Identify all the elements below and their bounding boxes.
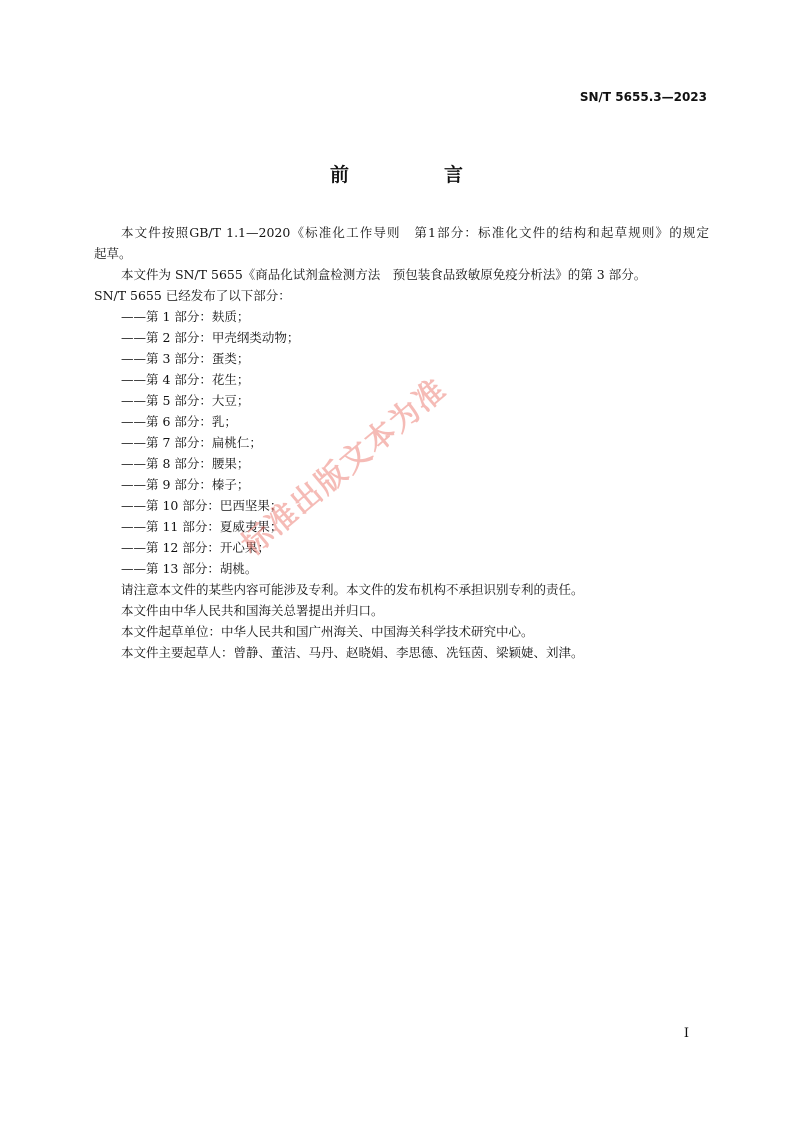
patent-notice: 请注意本文件的某些内容可能涉及专利。本文件的发布机构不承担识别专利的责任。 [121, 582, 584, 597]
standard-code: SN/T 5655.3—2023 [579, 90, 707, 104]
list-item: ——第 1 部分：麸质； [121, 309, 250, 324]
page-number: I [683, 1026, 689, 1041]
list-item: ——第 12 部分：开心果； [121, 540, 270, 555]
list-item: ——第 10 部分：巴西坚果； [121, 498, 283, 513]
watermark: 标准出版文本为准 [235, 371, 454, 563]
list-item: ——第 6 部分：乳； [121, 414, 237, 429]
list-item: ——第 9 部分：榛子； [121, 477, 250, 492]
paragraph-line: 本文件为 SN/T 5655《商品化试剂盒检测方法 预包装食品致敏原免疫分析法》的第 3 部分。 [121, 267, 647, 282]
list-item: ——第 4 部分：花生； [121, 372, 250, 387]
list-item: ——第 11 部分：夏威夷果； [121, 519, 283, 534]
list-item: ——第 8 部分：腰果； [121, 456, 250, 471]
paragraph-line: 本文件按照GB/T 1.1—2020《标准化工作导则 第1部分：标准化文件的结构和起草规则》的规定 [121, 225, 709, 240]
list-item: ——第 13 部分：胡桃。 [121, 561, 258, 576]
list-item: ——第 5 部分：大豆； [121, 393, 250, 408]
list-item: ——第 2 部分：甲壳纲类动物； [121, 330, 300, 345]
paragraph-line: SN/T 5655 已经发布了以下部分： [94, 288, 291, 303]
proposer-statement: 本文件由中华人民共和国海关总署提出并归口。 [121, 603, 384, 618]
drafting-units: 本文件起草单位：中华人民共和国广州海关、中国海关科学技术研究中心。 [121, 624, 534, 639]
paragraph-line: 起草。 [94, 246, 132, 261]
list-item: ——第 7 部分：扁桃仁； [121, 435, 262, 450]
drafters: 本文件主要起草人：曾静、董洁、马丹、赵晓娟、李思德、冼钰茵、梁颖婕、刘津。 [121, 645, 584, 660]
list-item: ——第 3 部分：蛋类； [121, 351, 250, 366]
page-title: 前 言 [329, 164, 501, 186]
